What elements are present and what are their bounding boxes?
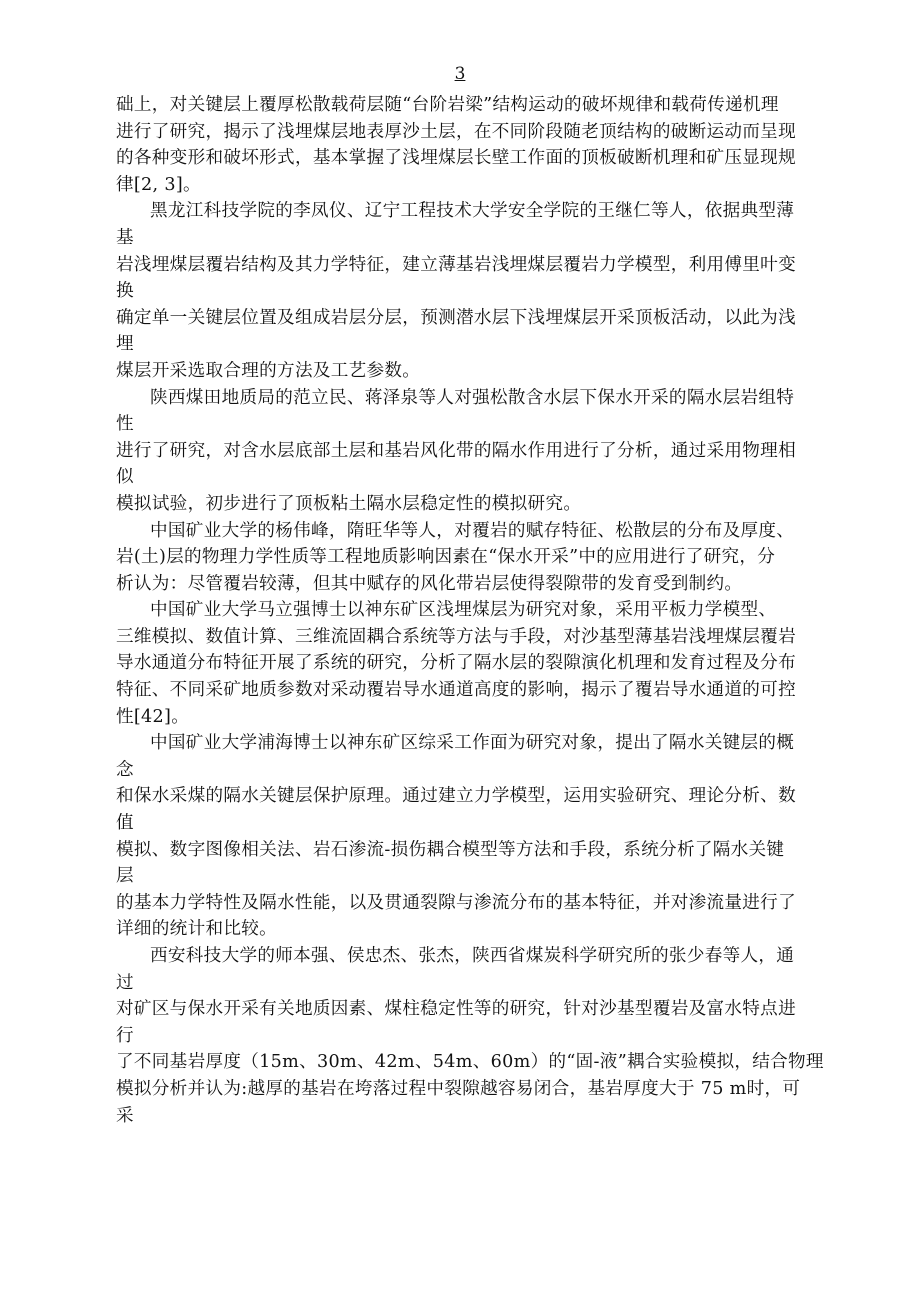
text-line: 基: [116, 227, 134, 248]
text-line: 煤层开采选取合理的方法及工艺参数。: [116, 360, 421, 381]
text-line: 似: [116, 467, 134, 488]
text-line: 过: [116, 972, 134, 993]
text-line: 西安科技大学的师本强、侯忠杰、张杰，陕西省煤炭科学研究所的张少春等人，通: [150, 946, 795, 966]
text-line: 陕西煤田地质局的范立民、蒋泽泉等人对强松散含水层下保水开采的隔水层岩组特: [150, 387, 795, 408]
text-line: 岩浅埋煤层覆岩结构及其力学特征，建立薄基岩浅埋煤层覆岩力学模型，利用傅里叶变: [116, 254, 796, 275]
text-line: 性[42]。: [116, 706, 190, 727]
text-line: 础上，对关键层上覆厚松散载荷层随“台阶岩梁”结构运动的破坏规律和载荷传递机理: [116, 95, 779, 115]
text-line: 模拟、数字图像相关法、岩石渗流-损伤耦合模型等方法和手段，系统分析了隔水关键: [116, 839, 785, 860]
text-line: 律[2, 3]。: [116, 174, 201, 195]
text-line: 岩(土)层的物理力学性质等工程地质影响因素在“保水开采”中的应用进行了研究，分: [116, 547, 776, 568]
text-line: 三维模拟、数值计算、三维流固耦合系统等方法与手段，对沙基型薄基岩浅埋煤层覆岩: [116, 626, 796, 647]
text-line: 中国矿业大学浦海博士以神东矿区综采工作面为研究对象，提出了隔水关键层的概: [150, 733, 795, 754]
text-line: 特征、不同采矿地质参数对采动覆岩导水通道高度的影响，揭示了覆岩导水通道的可控: [116, 680, 796, 701]
text-line: 性: [116, 414, 134, 435]
text-line: 模拟分析并认为:越厚的基岩在垮落过程中裂隙越容易闭合，基岩厚度大于 75 m时，可: [116, 1078, 801, 1099]
text-line: 析认为：尽管覆岩较薄，但其中赋存的风化带岩层使得裂隙带的发育受到制约。: [116, 573, 743, 594]
text-line: 埋: [116, 334, 134, 355]
text-line: 进行了研究，揭示了浅埋煤层地表厚沙土层，在不同阶段随老顶结构的破断运动而呈现: [116, 121, 796, 142]
text-line: 的各种变形和破坏形式，基本掌握了浅埋煤层长壁工作面的顶板破断机理和矿压显现规: [116, 148, 796, 169]
text-line: 采: [116, 1105, 134, 1126]
text-line: 中国矿业大学的杨伟峰，隋旺华等人，对覆岩的赋存特征、松散层的分布及厚度、: [150, 520, 795, 541]
body-text: [116, 92, 824, 1129]
text-line: 换: [116, 281, 134, 302]
text-line: 层: [116, 866, 134, 887]
text-line: 的基本力学特性及隔水性能，以及贯通裂隙与渗流分布的基本特征，并对渗流量进行了: [116, 892, 796, 913]
text-line: 进行了研究，对含水层底部土层和基岩风化带的隔水作用进行了分析，通过采用物理相: [116, 440, 796, 461]
text-line: 行: [116, 1025, 134, 1046]
text-line: 念: [116, 759, 134, 780]
text-line: 模拟试验，初步进行了顶板粘土隔水层稳定性的模拟研究。: [116, 493, 582, 514]
text-line: 导水通道分布特征开展了系统的研究，分析了隔水层的裂隙演化机理和发育过程及分布: [116, 653, 796, 674]
page-number: 3: [454, 64, 466, 84]
text-line: 中国矿业大学马立强博士以神东矿区浅埋煤层为研究对象，采用平板力学模型、: [150, 600, 777, 621]
text-line: 了不同基岩厚度（15m、30m、42m、54m、60m）的“固-液”耦合实验模拟，结合物理: [116, 1052, 824, 1073]
text-line: 和保水采煤的隔水关键层保护原理。通过建立力学模型，运用实验研究、理论分析、数: [116, 786, 796, 807]
text-line: 详细的统计和比较。: [116, 919, 278, 940]
text-line: 确定单一关键层位置及组成岩层分层，预测潜水层下浅埋煤层开采顶板活动，以此为浅: [116, 307, 796, 328]
text-line: 值: [116, 813, 134, 834]
text-line: 对矿区与保水开采有关地质因素、煤柱稳定性等的研究，针对沙基型覆岩及富水特点进: [116, 999, 796, 1020]
text-line: 黑龙江科技学院的李凤仪、辽宁工程技术大学安全学院的王继仁等人，依据典型薄: [150, 201, 795, 222]
